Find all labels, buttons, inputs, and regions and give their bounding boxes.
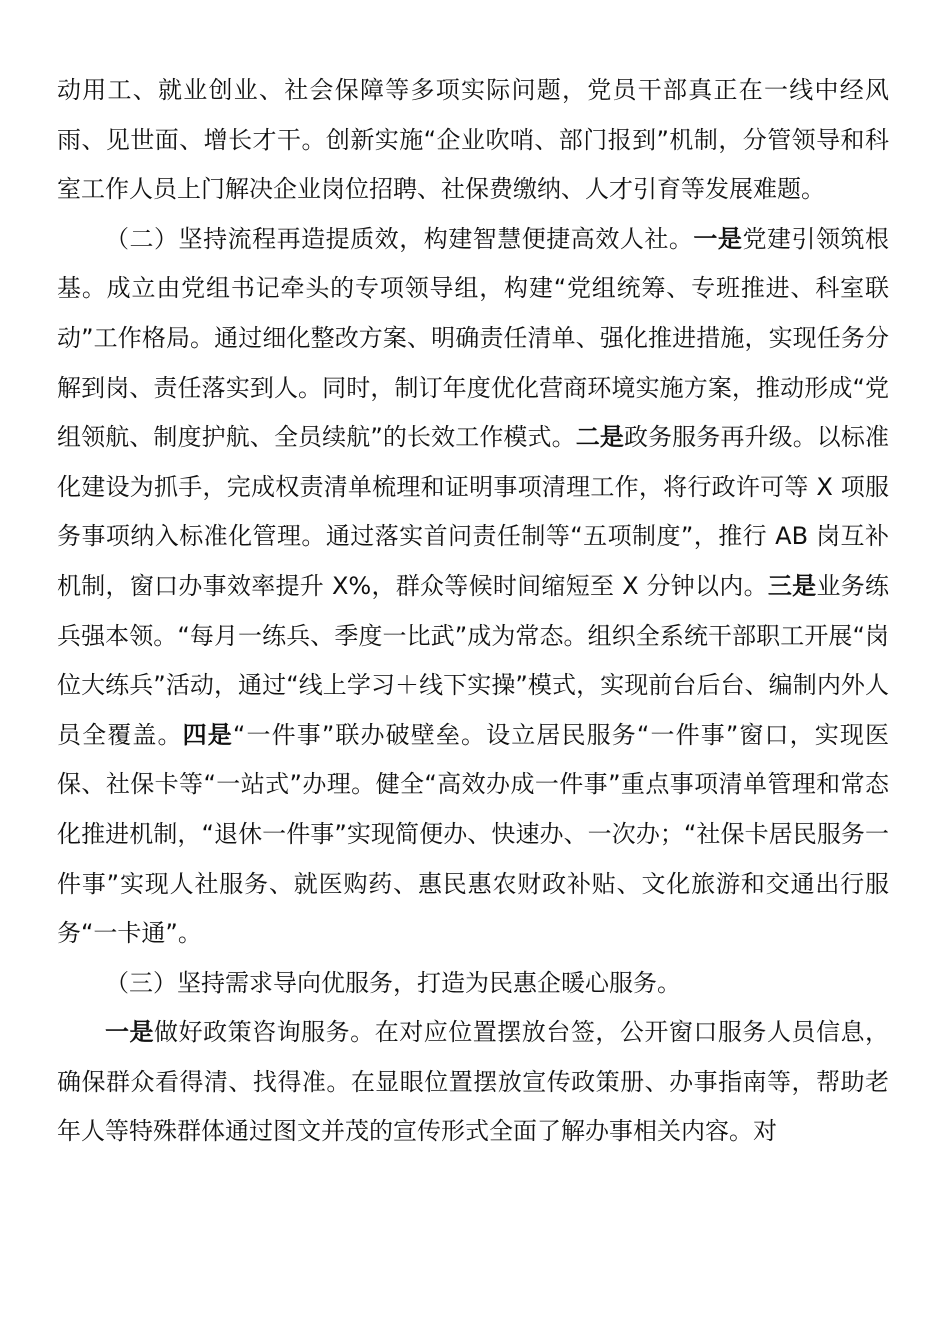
paragraph-text: 动用工、就业创业、社会保障等多项实际问题，党员干部真正在一线中经风雨、见世面、增长才干。创新实施“企业吹哨、部门报到”机制，分管领导和科室工作人员上门解决企业岗位招聘、社保费缴纳、人才引育等发展难题。	[57, 76, 889, 204]
item-text-one: 党建引领筑根基。成立由党组书记牵头的专项领导组，构建“党组统筹、专班推进、科室联动”工作格局。通过细化整改方案、明确责任清单、强化推进措施，实现任务分解到岗、责任落实到人。同时，制订年度优化营商环境实施方案，推动形成“党组领航、制度护航、全员续航”的长效工作模式。	[57, 224, 890, 452]
item-label-policy: 一是	[105, 1018, 155, 1047]
item-label-four: 四是	[182, 720, 233, 749]
item-text-two: 政务服务再升级。以标准化建设为抓手，完成权责清单梳理和证明事项清理工作，将行政许可等 X 项服务事项纳入标准化管理。通过落实首问责任制等“五项制度”，推行 AB 岗互补机制，窗口办事效率提升 X%，群众等候时间缩短至 X 分钟以内。	[57, 423, 890, 600]
item-text-four: “一件事”联办破壁垒。设立居民服务“一件事”窗口，实现医保、社保卡等“一站式”办理。健全“高效办成一件事”重点事项清单管理和常态化推进机制，“退休一件事”实现简便办、快速办、一次办；“社保卡居民服务一件事”实现人社服务、就医购药、惠民惠农财政补贴、文化旅游和交通出行服务“一卡通”。	[57, 720, 890, 948]
paragraph-policy-consulting	[57, 1008, 889, 1157]
section-heading-two: （二）坚持流程再造提质效，构建智慧便捷高效人社。	[105, 224, 694, 253]
item-text-policy: 做好政策咨询服务。在对应位置摆放台签，公开窗口服务人员信息，确保群众看得清、找得准。在显眼位置摆放宣传政策册、办事指南等，帮助老年人等特殊群体通过图文并茂的宣传形式全面了解办事相关内容。对	[57, 1018, 890, 1146]
document-page	[57, 66, 889, 1157]
paragraph-employment-issues	[57, 66, 889, 215]
item-label-one: 一是	[693, 224, 743, 253]
section-heading-three	[57, 959, 889, 1009]
section-heading-three-text: （三）坚持需求导向优服务，打造为民惠企暖心服务。	[105, 968, 681, 997]
item-label-two: 二是	[575, 423, 624, 452]
paragraph-process-reengineering	[57, 215, 889, 959]
item-label-three: 三是	[767, 571, 817, 600]
item-text-three: 业务练兵强本领。“每月一练兵、季度一比武”成为常态。组织全系统干部职工开展“岗位大练兵”活动，通过“线上学习＋线下实操”模式，实现前台后台、编制内外人员全覆盖。	[57, 571, 890, 749]
